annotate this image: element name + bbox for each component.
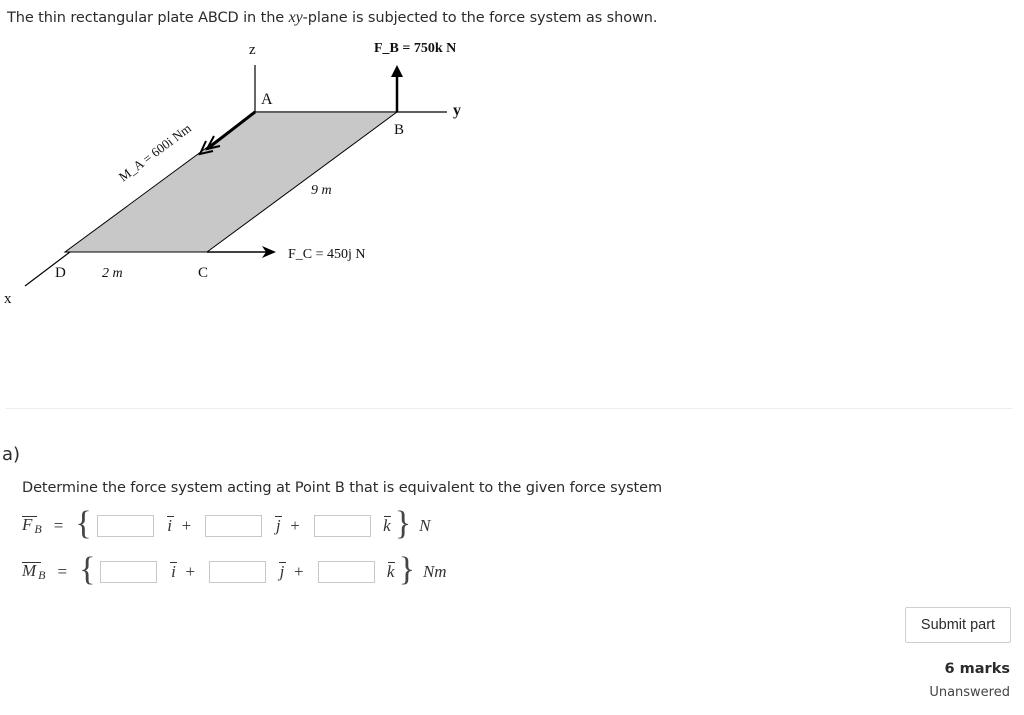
moment-equation-row bbox=[22, 551, 447, 590]
close-brace: } bbox=[398, 551, 415, 588]
open-brace: { bbox=[79, 551, 96, 588]
point-label-a: A bbox=[261, 91, 273, 108]
point-label-b: B bbox=[394, 122, 405, 138]
plane-variable: xy bbox=[288, 9, 303, 26]
question-text: Determine the force system acting at Point B that is equivalent to the given force system bbox=[22, 480, 662, 496]
problem-statement: The thin rectangular plate ABCD in the xy-plane is subjected to the force system as shown. bbox=[7, 9, 658, 26]
moment-k-input[interactable] bbox=[318, 561, 375, 583]
force-b-label: F_B = 750k N bbox=[374, 41, 457, 56]
point-label-c: C bbox=[198, 265, 209, 281]
unit-vector-k: k bbox=[386, 562, 395, 581]
moment-a-label: M_A = 600i Nm bbox=[115, 120, 194, 185]
force-i-input[interactable] bbox=[97, 515, 154, 537]
force-equation-row bbox=[22, 505, 431, 544]
open-brace: { bbox=[75, 505, 92, 542]
plus-sign: + bbox=[290, 516, 300, 535]
axis-label-y: y bbox=[453, 102, 461, 119]
force-symbol: F $_B$ bbox=[22, 515, 42, 536]
moment-unit: Nm bbox=[422, 562, 447, 581]
axis-label-z: z bbox=[249, 42, 256, 58]
marks-label: 6 marks bbox=[944, 661, 1010, 677]
force-b-head bbox=[391, 65, 403, 77]
axis-label-x: x bbox=[4, 291, 12, 307]
force-k-input[interactable] bbox=[314, 515, 371, 537]
equals-sign: = bbox=[53, 516, 64, 535]
section-divider bbox=[6, 408, 1012, 409]
plate-abcd bbox=[65, 112, 397, 252]
plus-sign: + bbox=[294, 562, 304, 581]
problem-figure bbox=[0, 30, 520, 320]
force-unit: N bbox=[419, 516, 431, 535]
dimension-ab: 9 m bbox=[311, 183, 332, 198]
unit-vector-i: i bbox=[171, 562, 176, 581]
moment-i-input[interactable] bbox=[100, 561, 157, 583]
unit-vector-j: j bbox=[279, 562, 285, 581]
dimension-dc: 2 m bbox=[102, 266, 123, 281]
unit-vector-j: j bbox=[275, 516, 281, 535]
force-j-input[interactable] bbox=[205, 515, 262, 537]
point-label-d: D bbox=[55, 265, 66, 281]
moment-j-input[interactable] bbox=[209, 561, 266, 583]
plus-sign: + bbox=[185, 562, 196, 581]
equals-sign: = bbox=[57, 562, 68, 581]
unit-vector-i: i bbox=[167, 516, 173, 535]
moment-symbol: M $_B$ bbox=[22, 561, 46, 582]
answer-status: Unanswered bbox=[929, 685, 1010, 700]
force-c-label: F_C = 450j N bbox=[288, 247, 366, 262]
unit-vector-k: k bbox=[383, 516, 391, 535]
close-brace: } bbox=[394, 505, 412, 542]
plus-sign: + bbox=[181, 516, 192, 535]
part-label: a) bbox=[2, 444, 21, 465]
submit-part-button[interactable]: Submit part bbox=[905, 607, 1011, 643]
